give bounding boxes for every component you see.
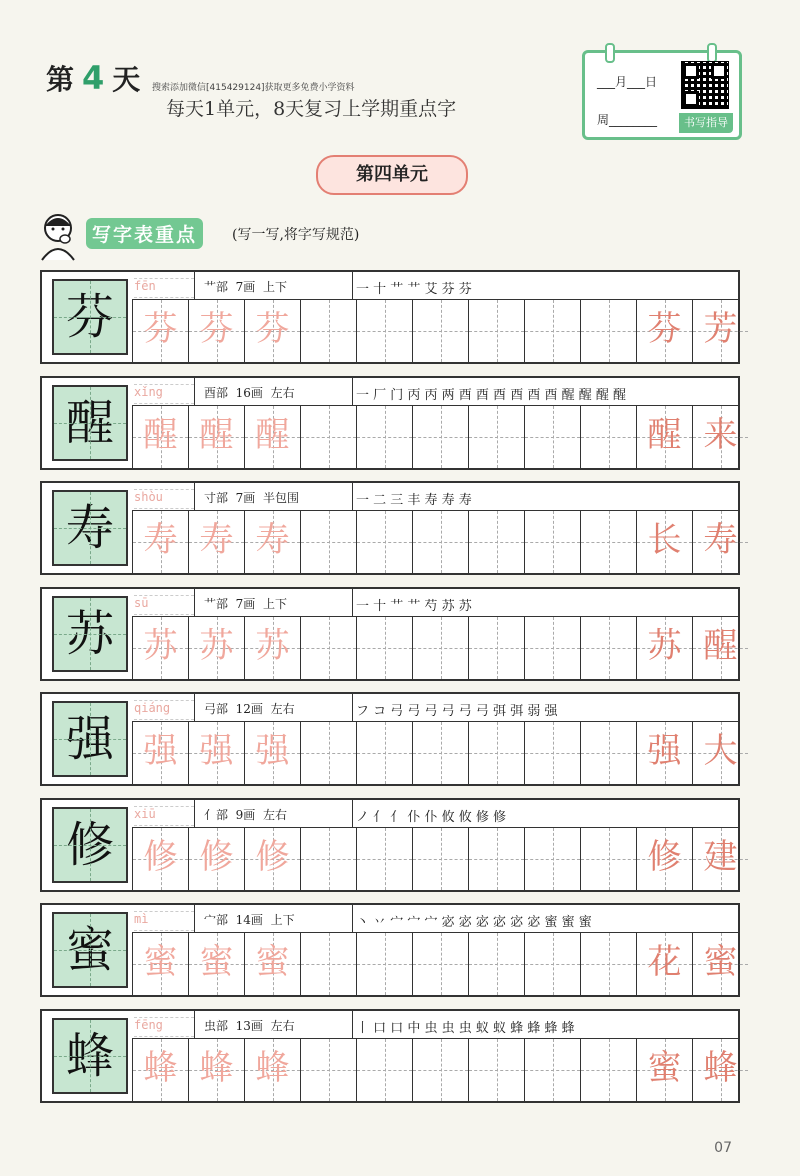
model-character: 修	[52, 807, 128, 883]
blank-cell[interactable]	[356, 828, 412, 890]
blank-cell[interactable]	[524, 933, 580, 995]
word-cell[interactable]: 蜂	[692, 1039, 748, 1101]
model-character: 寿	[52, 490, 128, 566]
blank-cell[interactable]	[300, 300, 356, 362]
blank-cell[interactable]	[300, 617, 356, 679]
practice-row	[40, 692, 740, 786]
word-cell[interactable]: 苏	[636, 617, 692, 679]
word-cell[interactable]: 长	[636, 511, 692, 573]
boy-illustration-icon	[32, 210, 84, 262]
word-cell[interactable]: 大	[692, 722, 748, 784]
blank-cell[interactable]	[412, 933, 468, 995]
char-info: 虫部 13画 左右	[204, 1018, 295, 1033]
word-cell[interactable]: 蜜	[636, 1039, 692, 1101]
blank-cell[interactable]	[412, 406, 468, 468]
blank-cell[interactable]	[580, 722, 636, 784]
calendar-ring-icon	[605, 43, 615, 63]
pinyin: mì	[134, 911, 194, 931]
writing-grid	[132, 511, 738, 573]
qr-code-icon[interactable]	[681, 61, 729, 109]
practice-row	[40, 798, 740, 892]
blank-cell[interactable]	[524, 617, 580, 679]
trace-cell[interactable]: 强	[188, 722, 244, 784]
writing-grid	[132, 300, 738, 362]
pinyin: fēn	[134, 278, 194, 298]
day-suffix: 天	[112, 63, 141, 96]
pinyin: shòu	[134, 489, 194, 509]
blank-cell[interactable]	[580, 300, 636, 362]
word-cell[interactable]: 蜜	[692, 933, 748, 995]
pinyin: qiáng	[134, 700, 194, 720]
trace-cell[interactable]: 苏	[132, 617, 188, 679]
blank-cell[interactable]	[468, 300, 524, 362]
blank-cell[interactable]	[356, 300, 412, 362]
calendar-box	[582, 50, 742, 140]
model-character: 芬	[52, 279, 128, 355]
stroke-order: 一 十 艹 艹 艾 芬 芬	[356, 282, 472, 297]
blank-cell[interactable]	[580, 1039, 636, 1101]
model-character: 醒	[52, 385, 128, 461]
blank-cell[interactable]	[468, 511, 524, 573]
word-cell[interactable]: 强	[636, 722, 692, 784]
trace-cell[interactable]: 蜜	[244, 933, 300, 995]
writing-grid	[132, 1039, 738, 1101]
stroke-order: フ コ 弓 弓 弓 弓 弓 弓 弭 弭 弱 强	[356, 704, 558, 719]
writing-grid	[132, 617, 738, 679]
trace-cell[interactable]: 醒	[244, 406, 300, 468]
trace-cell[interactable]: 醒	[132, 406, 188, 468]
trace-cell[interactable]: 寿	[244, 511, 300, 573]
word-cell[interactable]: 醒	[692, 617, 748, 679]
blank-cell[interactable]	[412, 511, 468, 573]
trace-cell[interactable]: 修	[244, 828, 300, 890]
trace-cell[interactable]: 强	[132, 722, 188, 784]
trace-cell[interactable]: 蜜	[188, 933, 244, 995]
day-prefix: 第	[46, 63, 75, 96]
word-cell[interactable]: 芬	[636, 300, 692, 362]
word-cell[interactable]: 花	[636, 933, 692, 995]
blank-cell[interactable]	[356, 617, 412, 679]
word-cell[interactable]: 建	[692, 828, 748, 890]
model-character: 蜂	[52, 1018, 128, 1094]
stroke-order: 丶 丷 宀 宀 宀 宓 宓 宓 宓 宓 宓 蜜 蜜 蜜	[356, 915, 592, 930]
blank-cell[interactable]	[412, 1039, 468, 1101]
blank-cell[interactable]	[300, 511, 356, 573]
blank-cell[interactable]	[580, 511, 636, 573]
stroke-order: 一 十 艹 艹 芍 苏 苏	[356, 598, 472, 614]
trace-cell[interactable]: 芬	[132, 300, 188, 362]
trace-cell[interactable]: 蜂	[244, 1039, 300, 1101]
writing-grid	[132, 722, 738, 784]
blank-cell[interactable]	[524, 511, 580, 573]
char-info: 酉部 16画 左右	[204, 385, 295, 400]
writing-guide-label: 书写指导	[679, 113, 733, 133]
blank-cell[interactable]	[580, 828, 636, 890]
trace-cell[interactable]: 强	[244, 722, 300, 784]
blank-cell[interactable]	[524, 1039, 580, 1101]
trace-cell[interactable]: 芬	[188, 300, 244, 362]
blank-cell[interactable]	[356, 1039, 412, 1101]
char-info: 亻部 9画 左右	[204, 807, 287, 822]
day-number: 4	[82, 59, 105, 97]
word-cell[interactable]: 修	[636, 828, 692, 890]
blank-cell[interactable]	[468, 1039, 524, 1101]
char-info: 宀部 14画 上下	[204, 913, 295, 927]
word-cell[interactable]: 芳	[692, 300, 748, 362]
trace-cell[interactable]: 蜜	[132, 933, 188, 995]
word-cell[interactable]: 醒	[636, 406, 692, 468]
practice-row	[40, 376, 740, 470]
blank-cell[interactable]	[356, 722, 412, 784]
day-heading	[46, 58, 140, 98]
stroke-order: 一 厂 门 丙 丙 两 酉 酉 酉 酉 酉 酉 醒 醒 醒 醒	[356, 387, 626, 403]
section-title: 写字表重点	[86, 218, 203, 249]
blank-cell[interactable]	[580, 617, 636, 679]
stroke-order: 丨 口 口 中 虫 虫 虫 蚁 蚁 蜂 蜂 蜂 蜂	[356, 1020, 575, 1036]
blank-cell[interactable]	[524, 722, 580, 784]
pinyin: fēng	[134, 1017, 194, 1037]
blank-cell[interactable]	[524, 828, 580, 890]
blank-cell[interactable]	[300, 722, 356, 784]
trace-cell[interactable]: 修	[132, 828, 188, 890]
stroke-order: 一 二 三 丰 寿 寿 寿	[356, 493, 472, 508]
blank-cell[interactable]	[412, 300, 468, 362]
char-info: 艹部 7画 上下	[204, 280, 287, 294]
model-character: 苏	[52, 596, 128, 672]
blank-cell[interactable]	[468, 828, 524, 890]
calendar-ring-icon	[707, 43, 717, 63]
blank-cell[interactable]	[356, 511, 412, 573]
practice-row	[40, 270, 740, 364]
blank-cell[interactable]	[412, 617, 468, 679]
blank-cell[interactable]	[412, 722, 468, 784]
blank-cell[interactable]	[524, 406, 580, 468]
blank-cell[interactable]	[300, 828, 356, 890]
word-cell[interactable]: 寿	[692, 511, 748, 573]
model-character: 蜜	[52, 912, 128, 988]
trace-cell[interactable]: 芬	[244, 300, 300, 362]
pinyin: xiū	[134, 806, 194, 826]
trace-cell[interactable]: 蜂	[188, 1039, 244, 1101]
blank-cell[interactable]	[356, 933, 412, 995]
writing-grid	[132, 406, 738, 468]
promo-note: 搜索添加微信[415429124]获取更多免费小学资料	[152, 83, 355, 93]
model-character: 强	[52, 701, 128, 777]
blank-cell[interactable]	[524, 300, 580, 362]
trace-cell[interactable]: 苏	[188, 617, 244, 679]
blank-cell[interactable]	[356, 406, 412, 468]
week-line: 周________	[597, 113, 658, 127]
trace-cell[interactable]: 蜂	[132, 1039, 188, 1101]
blank-cell[interactable]	[300, 1039, 356, 1101]
unit-title: 第四单元	[316, 155, 468, 195]
stroke-order: ノ 亻 亻 仆 仆 攸 攸 修 修	[356, 809, 507, 825]
practice-row	[40, 1009, 740, 1103]
pinyin: sū	[134, 595, 194, 615]
char-info: 寸部 7画 半包围	[204, 491, 299, 505]
page-number: 07	[714, 1140, 732, 1156]
trace-cell[interactable]: 寿	[132, 511, 188, 573]
blank-cell[interactable]	[580, 406, 636, 468]
trace-cell[interactable]: 修	[188, 828, 244, 890]
blank-cell[interactable]	[412, 828, 468, 890]
char-info: 艹部 7画 上下	[204, 596, 287, 611]
writing-grid	[132, 933, 738, 995]
word-cell[interactable]: 来	[692, 406, 748, 468]
practice-row	[40, 903, 740, 997]
practice-row	[40, 587, 740, 681]
blank-cell[interactable]	[468, 617, 524, 679]
char-info: 弓部 12画 左右	[204, 702, 295, 716]
pinyin: xǐng	[134, 384, 194, 404]
practice-row	[40, 481, 740, 575]
date-line: ___月___日	[597, 75, 658, 89]
blank-cell[interactable]	[300, 406, 356, 468]
writing-grid	[132, 828, 738, 890]
blank-cell[interactable]	[300, 933, 356, 995]
trace-cell[interactable]: 苏	[244, 617, 300, 679]
blank-cell[interactable]	[468, 406, 524, 468]
slogan: 每天1单元，8天复习上学期重点字	[166, 98, 457, 120]
trace-cell[interactable]: 醒	[188, 406, 244, 468]
blank-cell[interactable]	[580, 933, 636, 995]
section-subtitle: (写一写,将字写规范)	[232, 227, 360, 243]
trace-cell[interactable]: 寿	[188, 511, 244, 573]
blank-cell[interactable]	[468, 933, 524, 995]
blank-cell[interactable]	[468, 722, 524, 784]
